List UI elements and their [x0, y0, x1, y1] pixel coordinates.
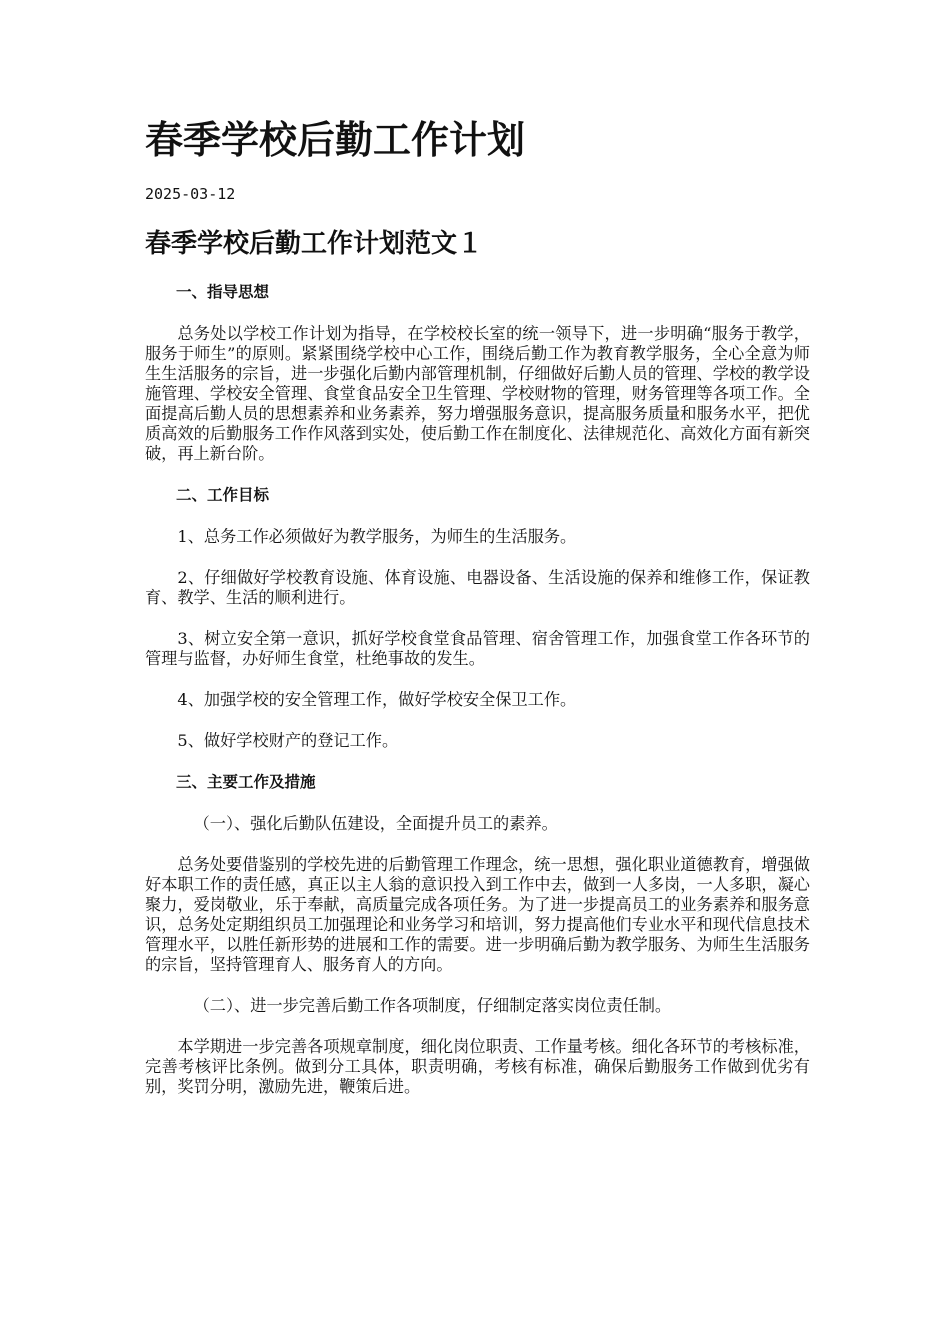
document-body	[145, 282, 810, 1118]
goal-item-5: 5、做好学校财产的登记工作。	[177, 731, 399, 750]
subheading-team-building: （一）、强化后勤队伍建设，全面提升员工的素养。	[193, 814, 558, 833]
section-title: 春季学校后勤工作计划范文１	[145, 229, 484, 259]
heading-work-goals: 二、工作目标	[176, 486, 270, 504]
heading-guiding-ideology: 一、指导思想	[176, 283, 270, 301]
paragraph-guiding-ideology: 总务处以学校工作计划为指导，在学校校长室的统一领导下，进一步明确“服务于教学，服务于师生”的原则。紧紧围绕学校中心工作，围绕后勤工作为教育教学服务，全心全意为师生生活服务的宗旨，进一步强化后勤内部管理机制，仔细做好后勤人员的管理、学校的教学设施管理、学校安全管理、食堂食品安全卫生管理、学校财物的管理，财务管理等各项工作。全面提高后勤人员的思想素养和业务素养，努力增强服务意识，提高服务质量和服务水平，把优质高效的后勤服务工作作风落到实处，使后勤工作在制度化、法律规范化、高效化方面有新突破，再上新台阶。	[145, 324, 810, 463]
goal-item-4: 4、加强学校的安全管理工作，做好学校安全保卫工作。	[177, 690, 577, 709]
goal-item-3: 3、树立安全第一意识，抓好学校食堂食品管理、宿舍管理工作，加强食堂工作各环节的管理与监督，办好师生食堂，杜绝事故的发生。	[145, 629, 810, 668]
publish-date: 2025-03-12	[145, 185, 236, 203]
goal-item-1: 1、总务工作必须做好为教学服务，为师生的生活服务。	[177, 527, 577, 546]
paragraph-team-building: 总务处要借鉴别的学校先进的后勤管理工作理念，统一思想，强化职业道德教育，增强做好本职工作的责任感，真正以主人翁的意识投入到工作中去，做到一人多岗，一人多职，凝心聚力，爱岗敬业，乐于奉献，高质量完成各项任务。为了进一步提高员工的业务素养和服务意识，总务处定期组织员工加强理论和业务学习和培训，努力提高他们专业水平和现代信息技术管理水平，以胜任新形势的进展和工作的需要。进一步明确后勤为教学服务、为师生生活服务的宗旨，坚持管理育人、服务育人的方向。	[145, 855, 810, 974]
paragraph-rules: 本学期进一步完善各项规章制度，细化岗位职责、工作量考核。细化各环节的考核标准，完善考核评比条例。做到分工具体，职责明确，考核有标准，确保后勤服务工作做到优劣有别，奖罚分明，激励先进，鞭策后进。	[145, 1037, 810, 1096]
heading-main-work: 三、主要工作及措施	[176, 773, 316, 791]
subheading-rules: （二）、进一步完善后勤工作各项制度，仔细制定落实岗位责任制。	[193, 996, 672, 1015]
page-title: 春季学校后勤工作计划	[145, 117, 526, 162]
goal-item-2: 2、仔细做好学校教育设施、体育设施、电器设备、生活设施的保养和维修工作，保证教育、教学、生活的顺利进行。	[145, 568, 810, 607]
